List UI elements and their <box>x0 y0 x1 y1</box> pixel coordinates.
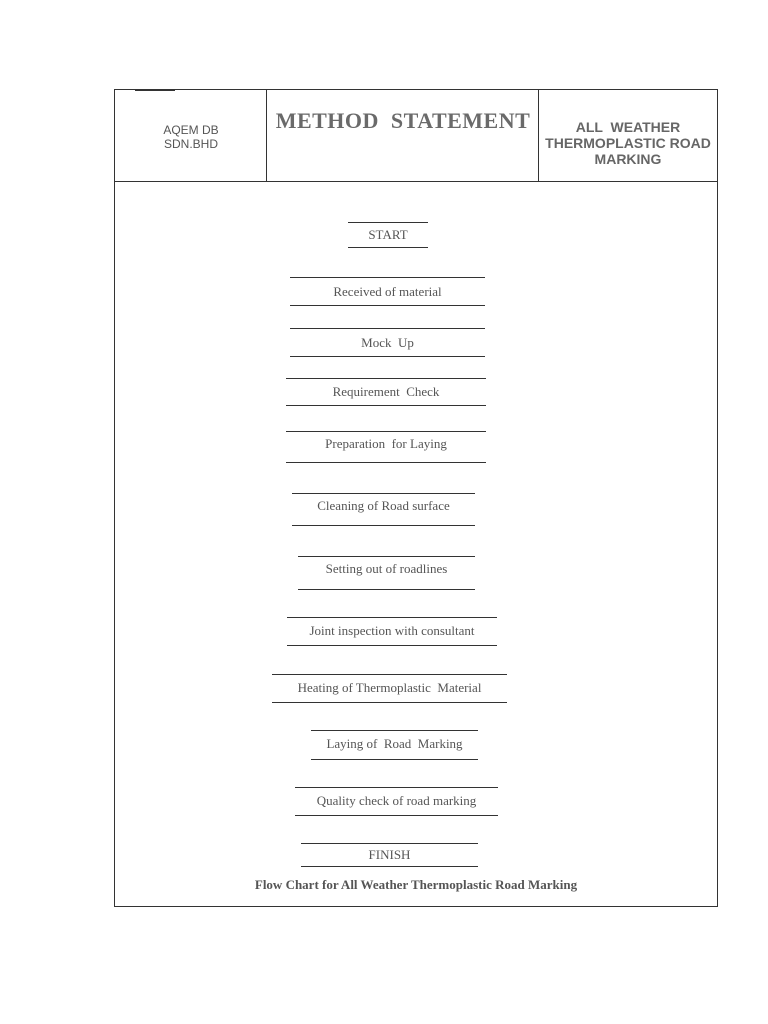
flow-step-joint-inspection: Joint inspection with consultant <box>287 617 497 646</box>
company-cell <box>115 90 267 181</box>
flow-step-quality-check: Quality check of road marking <box>295 787 498 816</box>
flow-step-requirement-check: Requirement Check <box>286 378 486 406</box>
title-cell <box>267 90 539 181</box>
flow-step-laying-road-marking: Laying of Road Marking <box>311 730 478 760</box>
company-name-line-2: SDN.BHD <box>163 137 218 151</box>
company-name-line-1: AQEM DB <box>163 123 219 137</box>
flow-step-heating-thermoplastic: Heating of Thermoplastic Material <box>272 674 507 703</box>
flow-step-cleaning-road-surface: Cleaning of Road surface <box>292 493 475 526</box>
subject-line-1: ALL WEATHER <box>575 119 681 135</box>
document-subject <box>539 119 717 167</box>
subject-line-3: MARKING <box>594 151 662 167</box>
document-title: METHOD STATEMENT <box>275 108 531 133</box>
flow-step-received-material: Received of material <box>290 277 485 306</box>
flow-step-setting-out-roadlines: Setting out of roadlines <box>298 556 475 590</box>
flowchart-caption: Flow Chart for All Weather Thermoplastic Road Marking <box>254 877 578 892</box>
flow-step-mock-up: Mock Up <box>290 328 485 357</box>
flow-step-preparation-laying: Preparation for Laying <box>286 431 486 463</box>
subject-line-2: THERMOPLASTIC ROAD <box>545 135 711 151</box>
document-frame <box>114 89 718 907</box>
flow-step-start: START <box>348 222 428 248</box>
subject-cell <box>539 90 717 181</box>
flow-step-finish: FINISH <box>301 843 478 867</box>
company-rule <box>135 90 175 91</box>
company-name <box>115 123 267 151</box>
header-table <box>115 90 717 182</box>
